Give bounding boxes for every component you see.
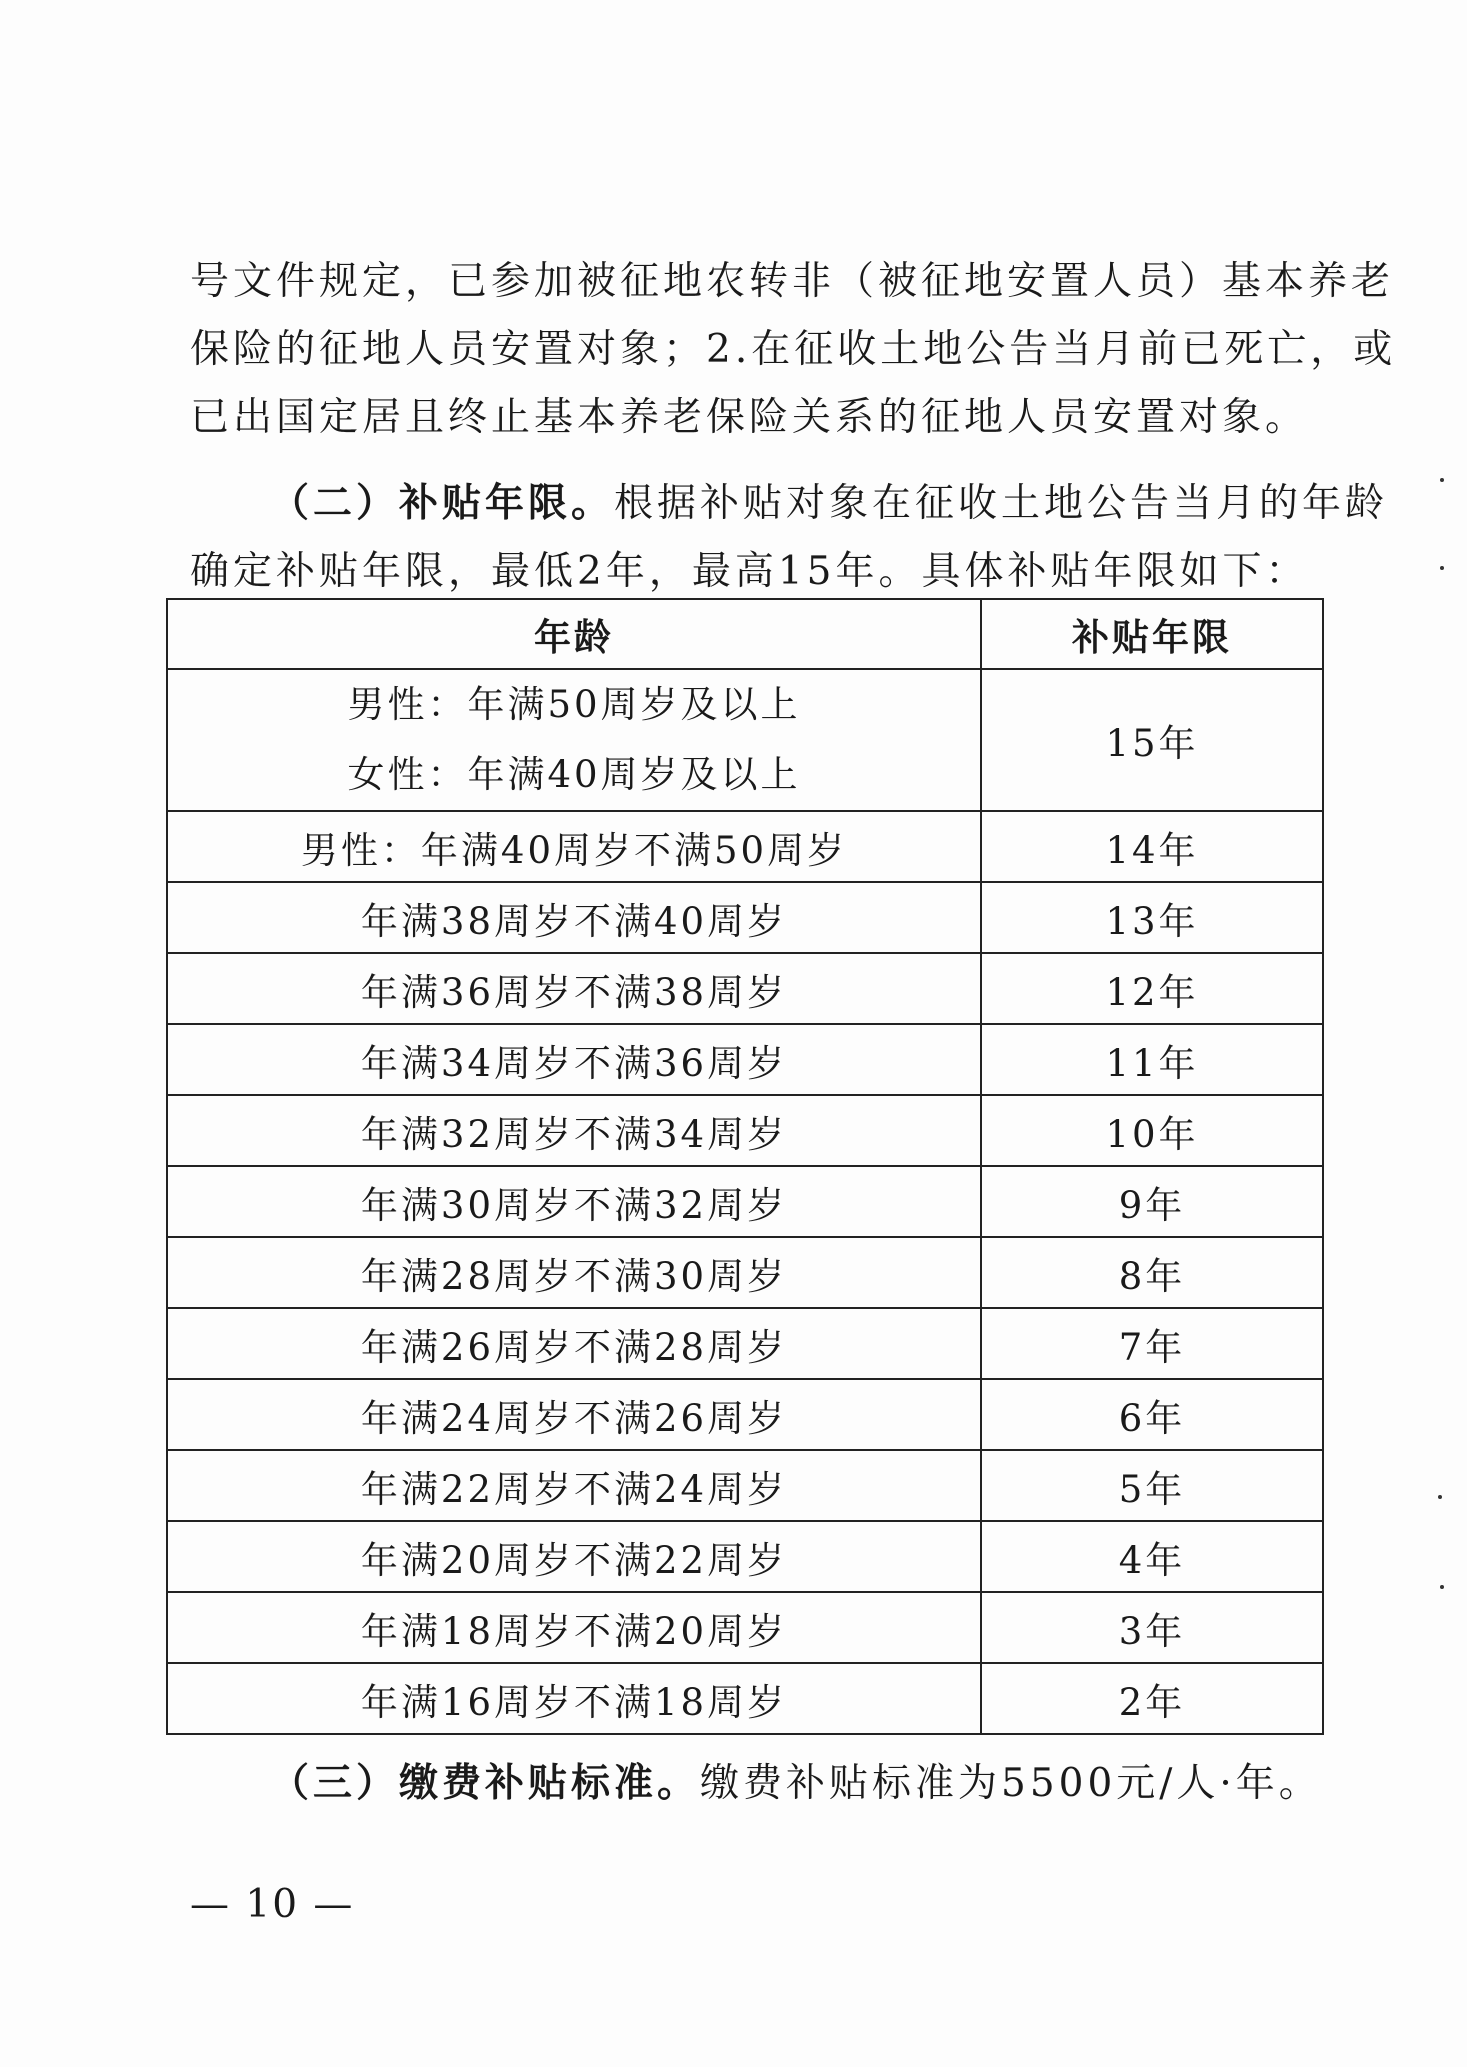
years-cell: 4年 [981,1521,1323,1592]
section-2-line-1 [190,470,1389,538]
table-row [167,1166,1323,1237]
age-cell: 年满30周岁不满32周岁 [167,1166,981,1237]
table-row [167,1663,1323,1734]
years-cell: 12年 [981,953,1323,1024]
age-cell: 男性：年满40周岁不满50周岁 [167,811,981,882]
years-cell: 7年 [981,1308,1323,1379]
table-row [167,1521,1323,1592]
table-row [167,1379,1323,1450]
table-header-row [167,599,1323,669]
years-cell: 15年 [981,669,1323,811]
section-3-line [190,1750,1322,1818]
years-cell: 3年 [981,1592,1323,1663]
years-cell: 6年 [981,1379,1323,1450]
table-row [167,1024,1323,1095]
years-cell: 13年 [981,882,1323,953]
table-row [167,1592,1323,1663]
table-row [167,1095,1323,1166]
age-male-line: 男性：年满50周岁及以上 [347,683,801,726]
age-cell: 年满32周岁不满34周岁 [167,1095,981,1166]
age-female-line: 女性：年满40周岁及以上 [347,753,801,796]
intro-paragraph [190,248,1397,452]
section-3-paragraph [190,1750,1322,1818]
age-cell: 年满38周岁不满40周岁 [167,882,981,953]
age-cell: 年满16周岁不满18周岁 [167,1663,981,1734]
age-cell [167,669,981,811]
table-row [167,953,1323,1024]
section-2-heading: （二）补贴年限。 [270,481,615,526]
section-2-text: 根据补贴对象在征收土地公告当月的年龄 [614,481,1389,526]
age-cell: 年满20周岁不满22周岁 [167,1521,981,1592]
header-age: 年龄 [167,599,981,669]
age-cell: 年满22周岁不满24周岁 [167,1450,981,1521]
years-cell: 8年 [981,1237,1323,1308]
intro-line-3: 已出国定居且终止基本养老保险关系的征地人员安置对象。 [190,395,1309,440]
age-cell: 年满24周岁不满26周岁 [167,1379,981,1450]
section-2-line-2: 确定补贴年限，最低2年，最高15年。具体补贴年限如下： [190,549,1309,594]
years-cell: 9年 [981,1166,1323,1237]
section-2-paragraph [190,470,1389,606]
age-cell: 年满34周岁不满36周岁 [167,1024,981,1095]
table-row [167,811,1323,882]
table-row [167,669,1323,811]
years-cell: 11年 [981,1024,1323,1095]
age-cell: 年满26周岁不满28周岁 [167,1308,981,1379]
section-3-text: 缴费补贴标准为5500元/人·年。 [700,1761,1322,1806]
scan-speck [1440,1585,1444,1589]
table-row [167,1450,1323,1521]
header-years: 补贴年限 [981,599,1323,669]
years-cell: 5年 [981,1450,1323,1521]
scan-speck [1438,1495,1442,1499]
scan-speck [1440,566,1444,570]
intro-line-2: 保险的征地人员安置对象；2.在征收土地公告当月前已死亡，或 [190,327,1397,372]
section-3-heading: （三）缴费补贴标准。 [270,1761,701,1806]
years-cell: 10年 [981,1095,1323,1166]
page-number: — 10 — [190,1882,355,1927]
scan-speck [1440,478,1444,482]
age-cell: 年满36周岁不满38周岁 [167,953,981,1024]
subsidy-years-table [166,598,1324,1735]
age-cell: 年满28周岁不满30周岁 [167,1237,981,1308]
age-cell: 年满18周岁不满20周岁 [167,1592,981,1663]
table-row [167,1308,1323,1379]
table-row [167,1237,1323,1308]
years-cell: 14年 [981,811,1323,882]
years-cell: 2年 [981,1663,1323,1734]
table-row [167,882,1323,953]
intro-line-1: 号文件规定，已参加被征地农转非（被征地安置人员）基本养老 [190,259,1395,304]
